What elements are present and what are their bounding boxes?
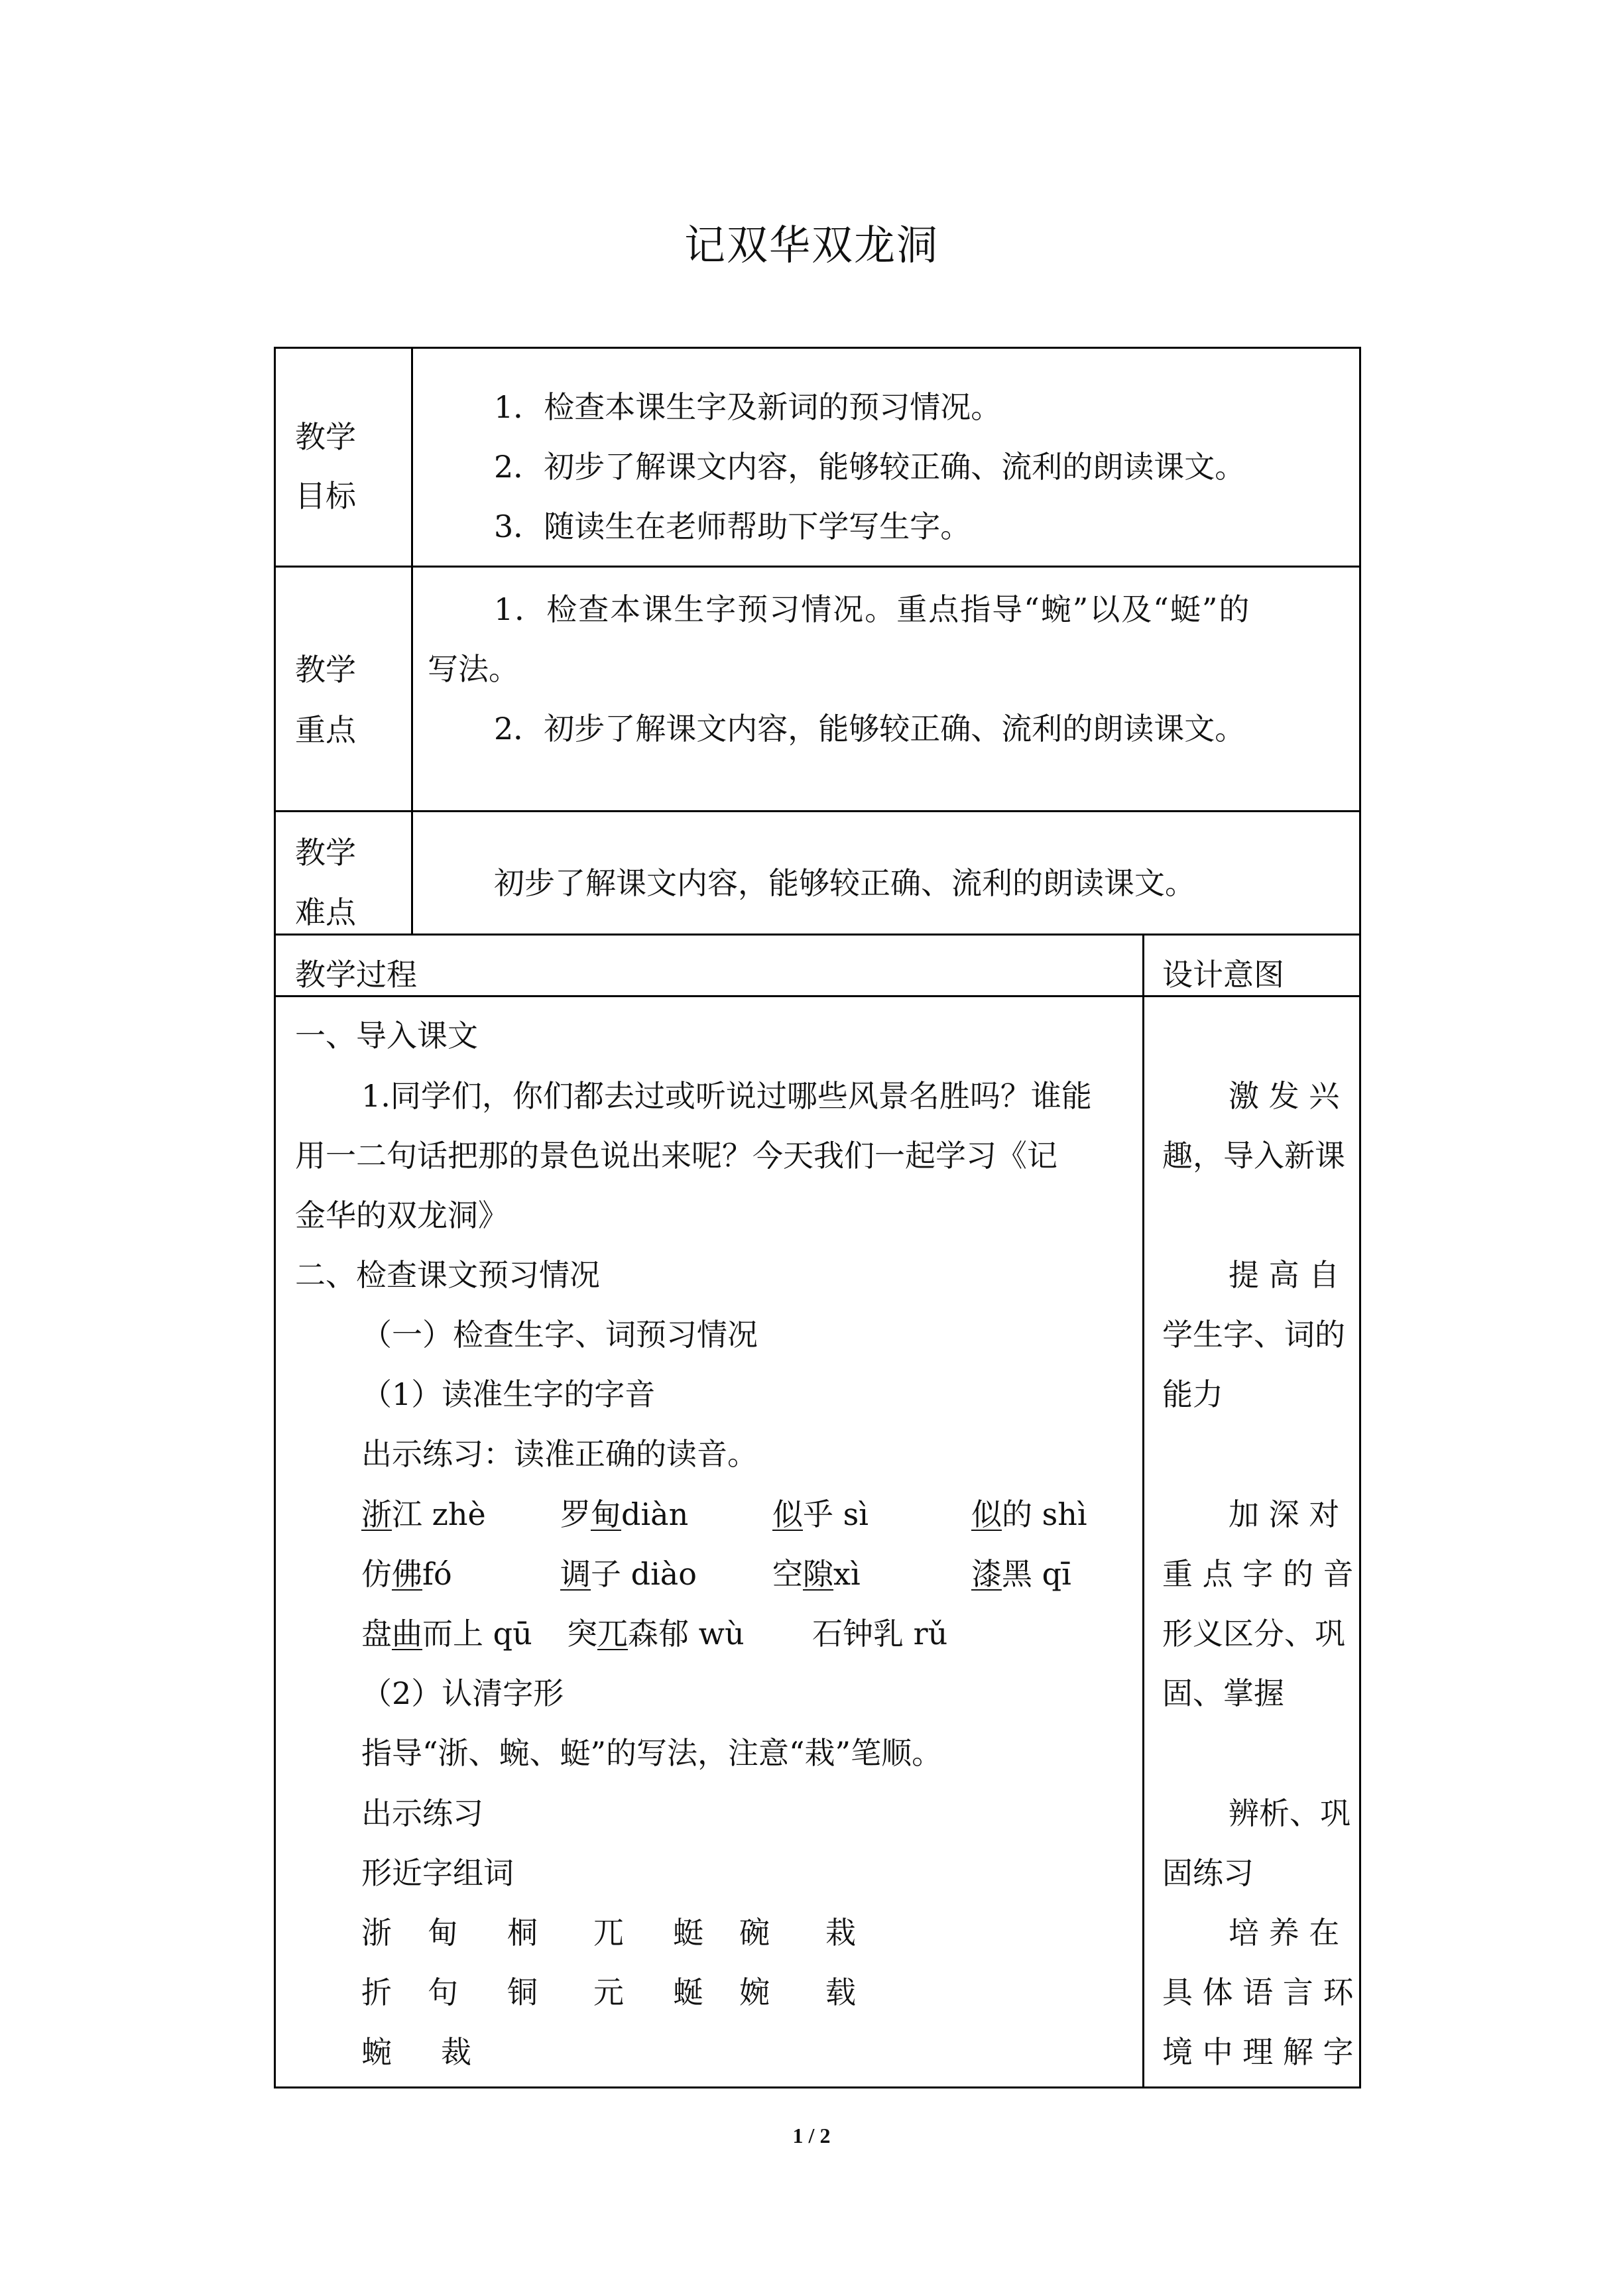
pinyin-entry: 仿佛fó	[361, 1556, 452, 1592]
pinyin-entry: 浙江 zhè	[361, 1496, 486, 1532]
section-heading: 二、检查课文预习情况	[295, 1257, 600, 1293]
key-point-item: 写法。	[428, 651, 519, 687]
row-divider	[274, 995, 1361, 997]
similar-character: 桐	[507, 1915, 538, 1951]
row-divider	[274, 810, 1361, 812]
document-title: 记双华双龙洞	[684, 221, 939, 269]
practice-instruction: 形近字组词	[361, 1855, 514, 1891]
process-paragraph: 1.同学们，你们都去过或听说过哪些风景名胜吗？谁能	[361, 1078, 1092, 1114]
row-divider	[274, 934, 1361, 936]
page-number: 1 / 2	[792, 2124, 831, 2147]
key-points-label: 重点	[295, 712, 356, 748]
target-character: 曲	[392, 1616, 422, 1652]
intent-note: 培 养 在	[1229, 1915, 1340, 1951]
pinyin-entry: 似乎 sì	[772, 1496, 869, 1532]
practice-instruction: 出示练习	[361, 1795, 483, 1831]
target-character: 漆	[971, 1556, 1002, 1592]
intent-note: 境 中 理 解 字	[1162, 2034, 1354, 2070]
intent-column-divider	[1142, 934, 1144, 2088]
objective-item: 2．初步了解课文内容，能够较正确、流利的朗读课文。	[494, 449, 1246, 485]
intent-note: 重 点 字 的 音	[1162, 1556, 1354, 1592]
intent-note: 提 高 自	[1229, 1257, 1340, 1293]
intent-note: 学生字、词的	[1162, 1317, 1345, 1353]
difficulties-label: 教学	[295, 835, 356, 871]
key-points-label: 教学	[295, 652, 356, 688]
intent-note: 加 深 对	[1229, 1496, 1340, 1532]
key-point-item: 2．初步了解课文内容，能够较正确、流利的朗读课文。	[494, 711, 1246, 747]
pinyin-entry: 空隙xì	[772, 1556, 861, 1592]
process-header: 教学过程	[295, 957, 417, 993]
objectives-label: 教学	[295, 419, 356, 455]
difficulties-label: 难点	[295, 894, 356, 930]
target-character: 浙	[361, 1496, 392, 1532]
subsection-heading: （1）读准生字的字音	[361, 1376, 656, 1412]
intent-note: 趣，导入新课	[1162, 1138, 1345, 1174]
similar-character: 蜓	[673, 1915, 703, 1951]
process-paragraph: 金华的双龙洞》	[295, 1197, 509, 1233]
pinyin-entry: 漆黑 qī	[971, 1556, 1071, 1592]
similar-character: 句	[428, 1974, 458, 2010]
objectives-label: 目标	[295, 478, 356, 514]
practice-instruction: 出示练习：读准正确的读音。	[361, 1436, 758, 1472]
similar-character: 蜿	[361, 2034, 392, 2070]
similar-character: 蜒	[673, 1974, 703, 2010]
similar-character: 元	[593, 1974, 624, 2010]
target-character: 佛	[392, 1556, 422, 1592]
target-character: 隙	[803, 1556, 833, 1592]
pinyin-entry: 罗甸diàn	[560, 1496, 689, 1532]
key-point-item: 1．检查本课生字预习情况。重点指导“蜿”以及“蜓”的	[494, 591, 1251, 627]
label-column-divider	[411, 347, 413, 934]
pinyin-entry: 盘曲而上 qū	[361, 1616, 532, 1652]
similar-character: 兀	[593, 1915, 624, 1951]
intent-note: 固、掌握	[1162, 1675, 1284, 1711]
target-character: 似	[772, 1496, 803, 1532]
process-paragraph: 用一二句话把那的景色说出来呢？今天我们一起学习《记	[295, 1138, 1057, 1174]
practice-instruction: 指导“浙、蜿、蜓”的写法，注意“栽”笔顺。	[361, 1735, 943, 1771]
section-heading: 一、导入课文	[295, 1018, 478, 1054]
similar-character: 铜	[507, 1974, 538, 2010]
pinyin-entry: 似的 shì	[971, 1496, 1087, 1532]
similar-character: 碗	[739, 1915, 770, 1951]
intent-note: 能力	[1162, 1376, 1223, 1412]
pinyin-entry: 调子 diào	[560, 1556, 697, 1592]
target-character: 调	[560, 1556, 591, 1592]
row-divider	[274, 566, 1361, 568]
subsection-heading: （2）认清字形	[361, 1675, 564, 1711]
intent-note: 具 体 语 言 环	[1162, 1974, 1354, 2010]
similar-character: 载	[825, 1974, 856, 2010]
lesson-plan-table	[274, 347, 1361, 2088]
similar-character: 甸	[428, 1915, 458, 1951]
target-character: 兀	[597, 1616, 628, 1652]
subsection-heading: （一）检查生字、词预习情况	[361, 1317, 758, 1353]
target-character: 似	[971, 1496, 1002, 1532]
objective-item: 1．检查本课生字及新词的预习情况。	[494, 389, 1002, 425]
similar-character: 婉	[739, 1974, 770, 2010]
intent-note: 形义区分、巩	[1162, 1616, 1345, 1652]
intent-note: 辨析、巩	[1229, 1795, 1351, 1831]
difficulties-text: 初步了解课文内容，能够较正确、流利的朗读课文。	[494, 865, 1195, 901]
similar-character: 浙	[361, 1915, 392, 1951]
similar-character: 折	[361, 1974, 392, 2010]
target-character: 甸	[591, 1496, 621, 1532]
similar-character: 裁	[441, 2034, 471, 2070]
pinyin-entry: 突兀森郁 wù	[567, 1616, 745, 1652]
similar-character: 栽	[825, 1915, 856, 1951]
intent-note: 固练习	[1162, 1855, 1254, 1891]
pinyin-entry: 石钟乳 rǔ	[812, 1616, 948, 1652]
intent-note: 激 发 兴	[1229, 1078, 1340, 1114]
intent-header: 设计意图	[1162, 957, 1284, 993]
objective-item: 3．随读生在老师帮助下学写生字。	[494, 509, 971, 544]
